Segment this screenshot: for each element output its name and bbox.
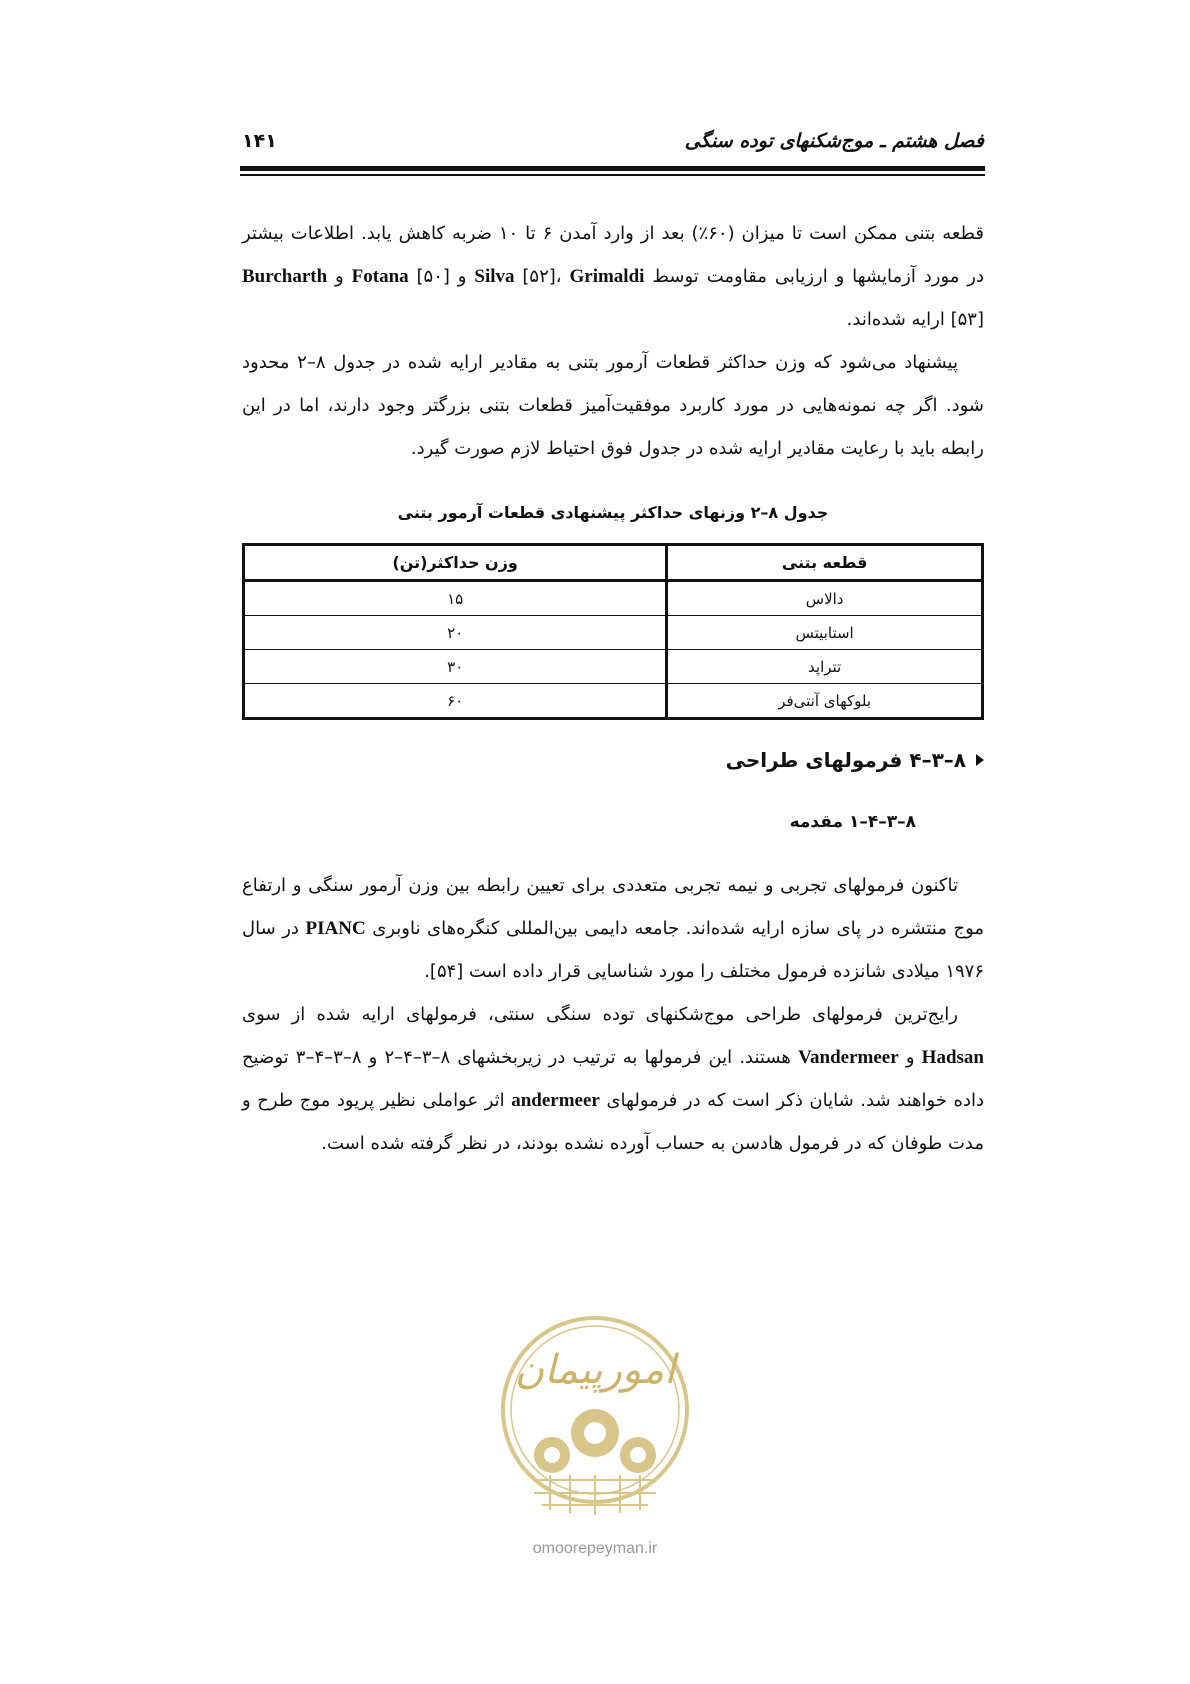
cell-unit: تتراپد [667, 650, 983, 684]
table-row [244, 616, 983, 650]
header-rule-thin [240, 174, 985, 176]
cell-weight: ۳۰ [244, 650, 667, 684]
cell-weight: ۱۵ [244, 581, 667, 616]
chapter-title: فصل هشتم ـ موج‌شکنهای توده سنگی [684, 130, 984, 152]
table-header-row [244, 545, 983, 581]
column-header-weight: وزن حداکثر(تن) [244, 545, 667, 581]
paragraph-3: تاکنون فرمولهای تجربی و نیمه تجربی متعددی برای تعیین رابطه بین وزن آرمور سنگی و ارتفاع موج منتشره در پای سازه ارایه شده‌اند. جامعه دایمی بین‌المللی کنگره‌های ناوبری PIANC در سال ۱۹۷۶ میلادی شانزده فرمول مختلف را مورد شناسایی قرار داده است [۵۴]. [242, 875, 985, 982]
column-header-unit: قطعه بتنی [667, 545, 983, 581]
watermark-logo [490, 1305, 700, 1525]
cell-weight: ۶۰ [244, 684, 667, 719]
svg-text:امورپیمان: امورپیمان [514, 1347, 676, 1393]
cell-unit: استابیتس [667, 616, 983, 650]
header-rule-thick [240, 166, 985, 171]
subsection-heading: ۸–۳–۴–۱ مقدمه [789, 812, 916, 832]
table-row [244, 581, 983, 616]
max-weight-table [242, 543, 984, 720]
paragraph-2: پیشنهاد می‌شود که وزن حداکثر قطعات آرمور بتنی به مقادیر ارایه شده در جدول ۸–۲ محدود شود. اگر چه نمونه‌هایی در مورد کاربرد موفقیت‌آمیز قطعات بتنی بزرگتر وجود دارند، اما در این رابطه باید با رعایت مقادیر ارایه شده در جدول فوق احتیاط لازم صورت گیرد. [242, 352, 984, 459]
table-caption: جدول ۸–۲ وزنهای حداکثر پیشنهادی قطعات آرمور بتنی [397, 503, 829, 522]
cell-unit: دالاس [667, 581, 983, 616]
table-row [244, 650, 983, 684]
paragraph-1: قطعه بتنی ممکن است تا میزان (۶۰٪) بعد از وارد آمدن ۶ تا ۱۰ ضربه کاهش یابد. اطلاعات بیشتر در مورد آزمایشها و ارزیابی مقاومت توسط Silva [۵۲]، Grimaldi و Fotana [۵۰] و Burcharth [۵۳] ارایه شده‌اند. [242, 223, 984, 330]
cell-unit: بلوکهای آنتی‌فر [667, 684, 983, 719]
bullet-triangle-icon [976, 754, 984, 766]
watermark-site: omoorepeyman.ir [532, 1540, 658, 1557]
cell-weight: ۲۰ [244, 616, 667, 650]
running-header [242, 126, 984, 156]
paragraph-4: رایج‌ترین فرمولهای طراحی موج‌شکنهای توده سنگی سنتی، فرمولهای ارایه شده از سوی Hadsan و Vandermeer هستند. این فرمولها به ترتیب در زیربخشهای ۸–۳–۴–۲ و ۸–۳–۴–۳ توضیح داده خواهند شد. شایان ذکر است که در فرمولهای andermeer اثر عواملی نظیر پریود موج طرح و مدت طوفان که در فرمول هادسن به حساب آورده نشده بودند، در نظر گرفته شده است. [242, 1004, 984, 1154]
table-row [244, 684, 983, 719]
page-number: ۱۴۱ [242, 130, 277, 152]
section-heading: ۸–۳–۴ فرمولهای طراحی [726, 748, 984, 772]
